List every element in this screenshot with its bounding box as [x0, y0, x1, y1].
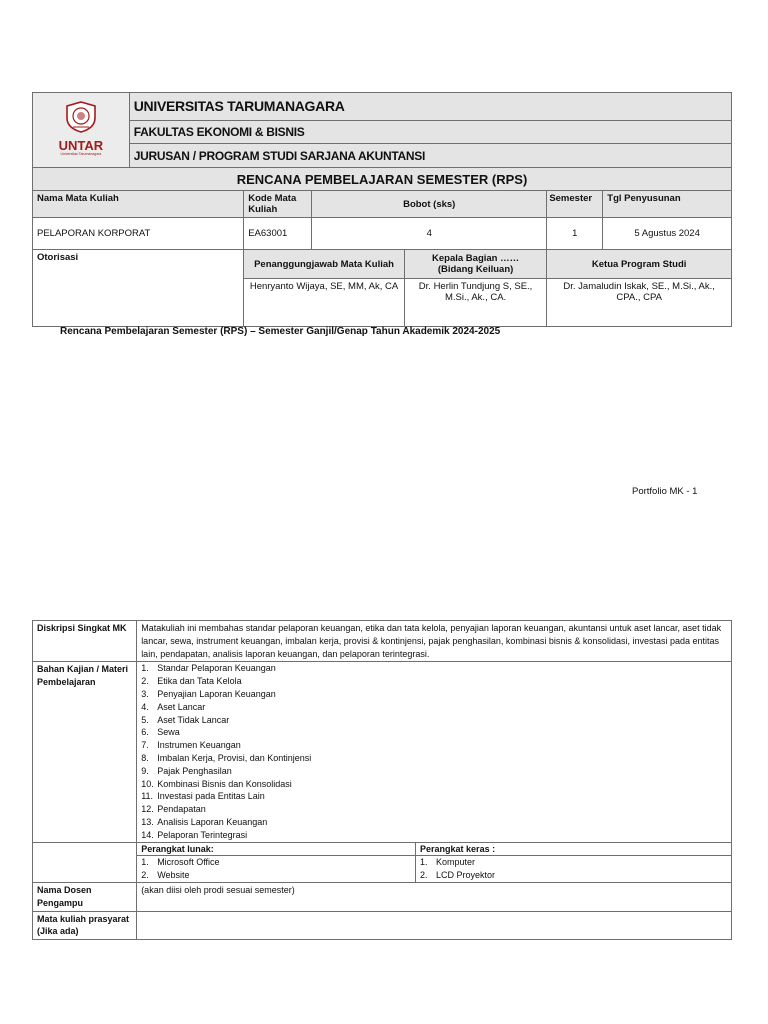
- head-of-division-header: [404, 250, 546, 279]
- material-item: [141, 778, 727, 791]
- material-item: [141, 662, 727, 675]
- material-item: [141, 726, 727, 739]
- logo-subtext: Universitas Tarumanagara: [60, 152, 102, 156]
- rps-header-table: [32, 92, 732, 327]
- untar-emblem-icon: [62, 100, 100, 134]
- software-item: [141, 856, 411, 869]
- material-item: [141, 816, 727, 829]
- material-item-number: 12.: [141, 804, 154, 815]
- software-list: [137, 856, 415, 882]
- date-value: 5 Agustus 2024: [603, 218, 732, 250]
- program-head-header: Ketua Program Studi: [547, 250, 732, 279]
- prerequisite-value: [137, 911, 732, 940]
- description-label: Diskripsi Singkat MK: [33, 621, 137, 662]
- document-title: RENCANA PEMBELAJARAN SEMESTER (RPS): [33, 168, 732, 191]
- material-item: [141, 829, 727, 842]
- page-label: Portfolio MK - 1: [632, 486, 698, 497]
- hardware-list: [416, 856, 731, 882]
- material-item-text: Instrumen Keuangan: [157, 740, 241, 751]
- material-item-text: Analisis Laporan Keuangan: [157, 816, 268, 827]
- material-item-number: 1.: [141, 663, 149, 674]
- description-text: Matakuliah ini membahas standar pelaporan keuangan, etika dan tata kelola, penyajian laporan keuangan, akuntansi untuk aset lancar, aset tidak lancar, sewa, instrument keuangan, imbalan kerja, provisi & kontinjensi, pajak penghasilan, kombinasi bisnis & konsolidasi, investasi pada entitas lain, pendapatan, analisis laporan keuangan, dan pelaporan terintegrasi.: [137, 621, 732, 662]
- material-item-text: Pendapatan: [157, 804, 206, 815]
- material-item-text: Aset Tidak Lancar: [157, 714, 230, 725]
- hardware-item-text: LCD Proyektor: [436, 870, 496, 881]
- material-item-text: Pajak Penghasilan: [157, 765, 232, 776]
- credits-value: 4: [312, 218, 547, 250]
- rps-subtitle: Rencana Pembelajaran Semester (RPS) – Semester Ganjil/Genap Tahun Akademik 2024-2025: [60, 326, 501, 337]
- course-name-value: PELAPORAN KORPORAT: [33, 218, 244, 250]
- logo-cell: [33, 93, 130, 168]
- untar-logo: [59, 100, 104, 157]
- material-item-number: 9.: [141, 765, 149, 776]
- university-name: UNIVERSITAS TARUMANAGARA: [129, 93, 731, 121]
- material-item-text: Standar Pelaporan Keuangan: [157, 663, 276, 674]
- material-item: [141, 803, 727, 816]
- hardware-item-text: Komputer: [436, 857, 476, 868]
- course-code-value: EA63001: [244, 218, 312, 250]
- hardware-cell: [416, 856, 732, 883]
- software-cell: [137, 856, 416, 883]
- material-item-number: 11.: [141, 791, 154, 802]
- hardware-header: Perangkat keras :: [416, 842, 732, 856]
- materials-label: Bahan Kajian / Materi Pembelajaran: [33, 662, 137, 842]
- software-item-number: 2.: [141, 870, 149, 881]
- course-responsible-header: Penanggungjawab Mata Kuliah: [244, 250, 405, 279]
- semester-header: Semester: [547, 191, 603, 218]
- material-item-number: 4.: [141, 701, 149, 712]
- program-head-name: Dr. Jamaludin Iskak, SE., M.Si., Ak., CPA., CPA: [547, 279, 732, 327]
- prerequisite-label: Mata kuliah prasyarat (Jika ada): [33, 911, 137, 940]
- material-item: [141, 675, 727, 688]
- credits-header: Bobot (sks): [312, 191, 547, 218]
- material-item: [141, 752, 727, 765]
- material-item-number: 7.: [141, 740, 149, 751]
- faculty-name: FAKULTAS EKONOMI & BISNIS: [129, 120, 731, 144]
- hardware-item: [420, 869, 727, 882]
- material-item-number: 3.: [141, 688, 149, 699]
- material-item: [141, 714, 727, 727]
- tools-label-cell: [33, 842, 137, 882]
- material-item: [141, 688, 727, 701]
- material-item-text: Etika dan Tata Kelola: [157, 676, 242, 687]
- materials-list: [137, 662, 731, 841]
- date-header: Tgl Penyusunan: [603, 191, 732, 218]
- material-item-text: Investasi pada Entitas Lain: [157, 791, 265, 802]
- material-item-number: 8.: [141, 752, 149, 763]
- material-item-text: Aset Lancar: [157, 701, 206, 712]
- material-item: [141, 790, 727, 803]
- material-item-text: Sewa: [157, 727, 180, 738]
- hardware-item-number: 1.: [420, 857, 428, 868]
- material-item-text: Kombinasi Bisnis dan Konsolidasi: [157, 778, 292, 789]
- software-item-text: Microsoft Office: [157, 857, 220, 868]
- course-name-header: Nama Mata Kuliah: [33, 191, 244, 218]
- lecturer-label: Nama Dosen Pengampu: [33, 882, 137, 911]
- material-item-number: 14.: [141, 829, 154, 840]
- material-item: [141, 739, 727, 752]
- software-item-number: 1.: [141, 857, 149, 868]
- logo-text: UNTAR: [58, 138, 104, 153]
- hardware-item-number: 2.: [420, 870, 428, 881]
- material-item-text: Penyajian Laporan Keuangan: [157, 688, 276, 699]
- materials-cell: [137, 662, 732, 842]
- head-of-division-line1: Kepala Bagian ……: [432, 253, 520, 264]
- authorization-label: Otorisasi: [33, 250, 244, 327]
- software-item: [141, 869, 411, 882]
- material-item-text: Pelaporan Terintegrasi: [157, 829, 248, 840]
- material-item-number: 6.: [141, 727, 149, 738]
- semester-value: 1: [547, 218, 603, 250]
- material-item-number: 13.: [141, 816, 154, 827]
- material-item-number: 10.: [141, 778, 154, 789]
- lecturer-value: (akan diisi oleh prodi sesuai semester): [137, 882, 732, 911]
- material-item-number: 2.: [141, 676, 149, 687]
- material-item-text: Imbalan Kerja, Provisi, dan Kontinjensi: [157, 752, 312, 763]
- department-name: JURUSAN / PROGRAM STUDI SARJANA AKUNTANSI: [129, 144, 731, 168]
- course-code-header: Kode Mata Kuliah: [244, 191, 312, 218]
- head-of-division-name: Dr. Herlin Tundjung S, SE., M.Si., Ak., CA.: [404, 279, 546, 327]
- material-item-number: 5.: [141, 714, 149, 725]
- course-responsible-name: Henryanto Wijaya, SE, MM, Ak, CA: [244, 279, 405, 327]
- material-item: [141, 765, 727, 778]
- head-of-division-line2: (Bidang Keiluan): [437, 264, 514, 275]
- material-item: [141, 701, 727, 714]
- software-item-text: Website: [157, 870, 190, 881]
- software-header: Perangkat lunak:: [137, 842, 416, 856]
- hardware-item: [420, 856, 727, 869]
- course-description-table: [32, 620, 732, 940]
